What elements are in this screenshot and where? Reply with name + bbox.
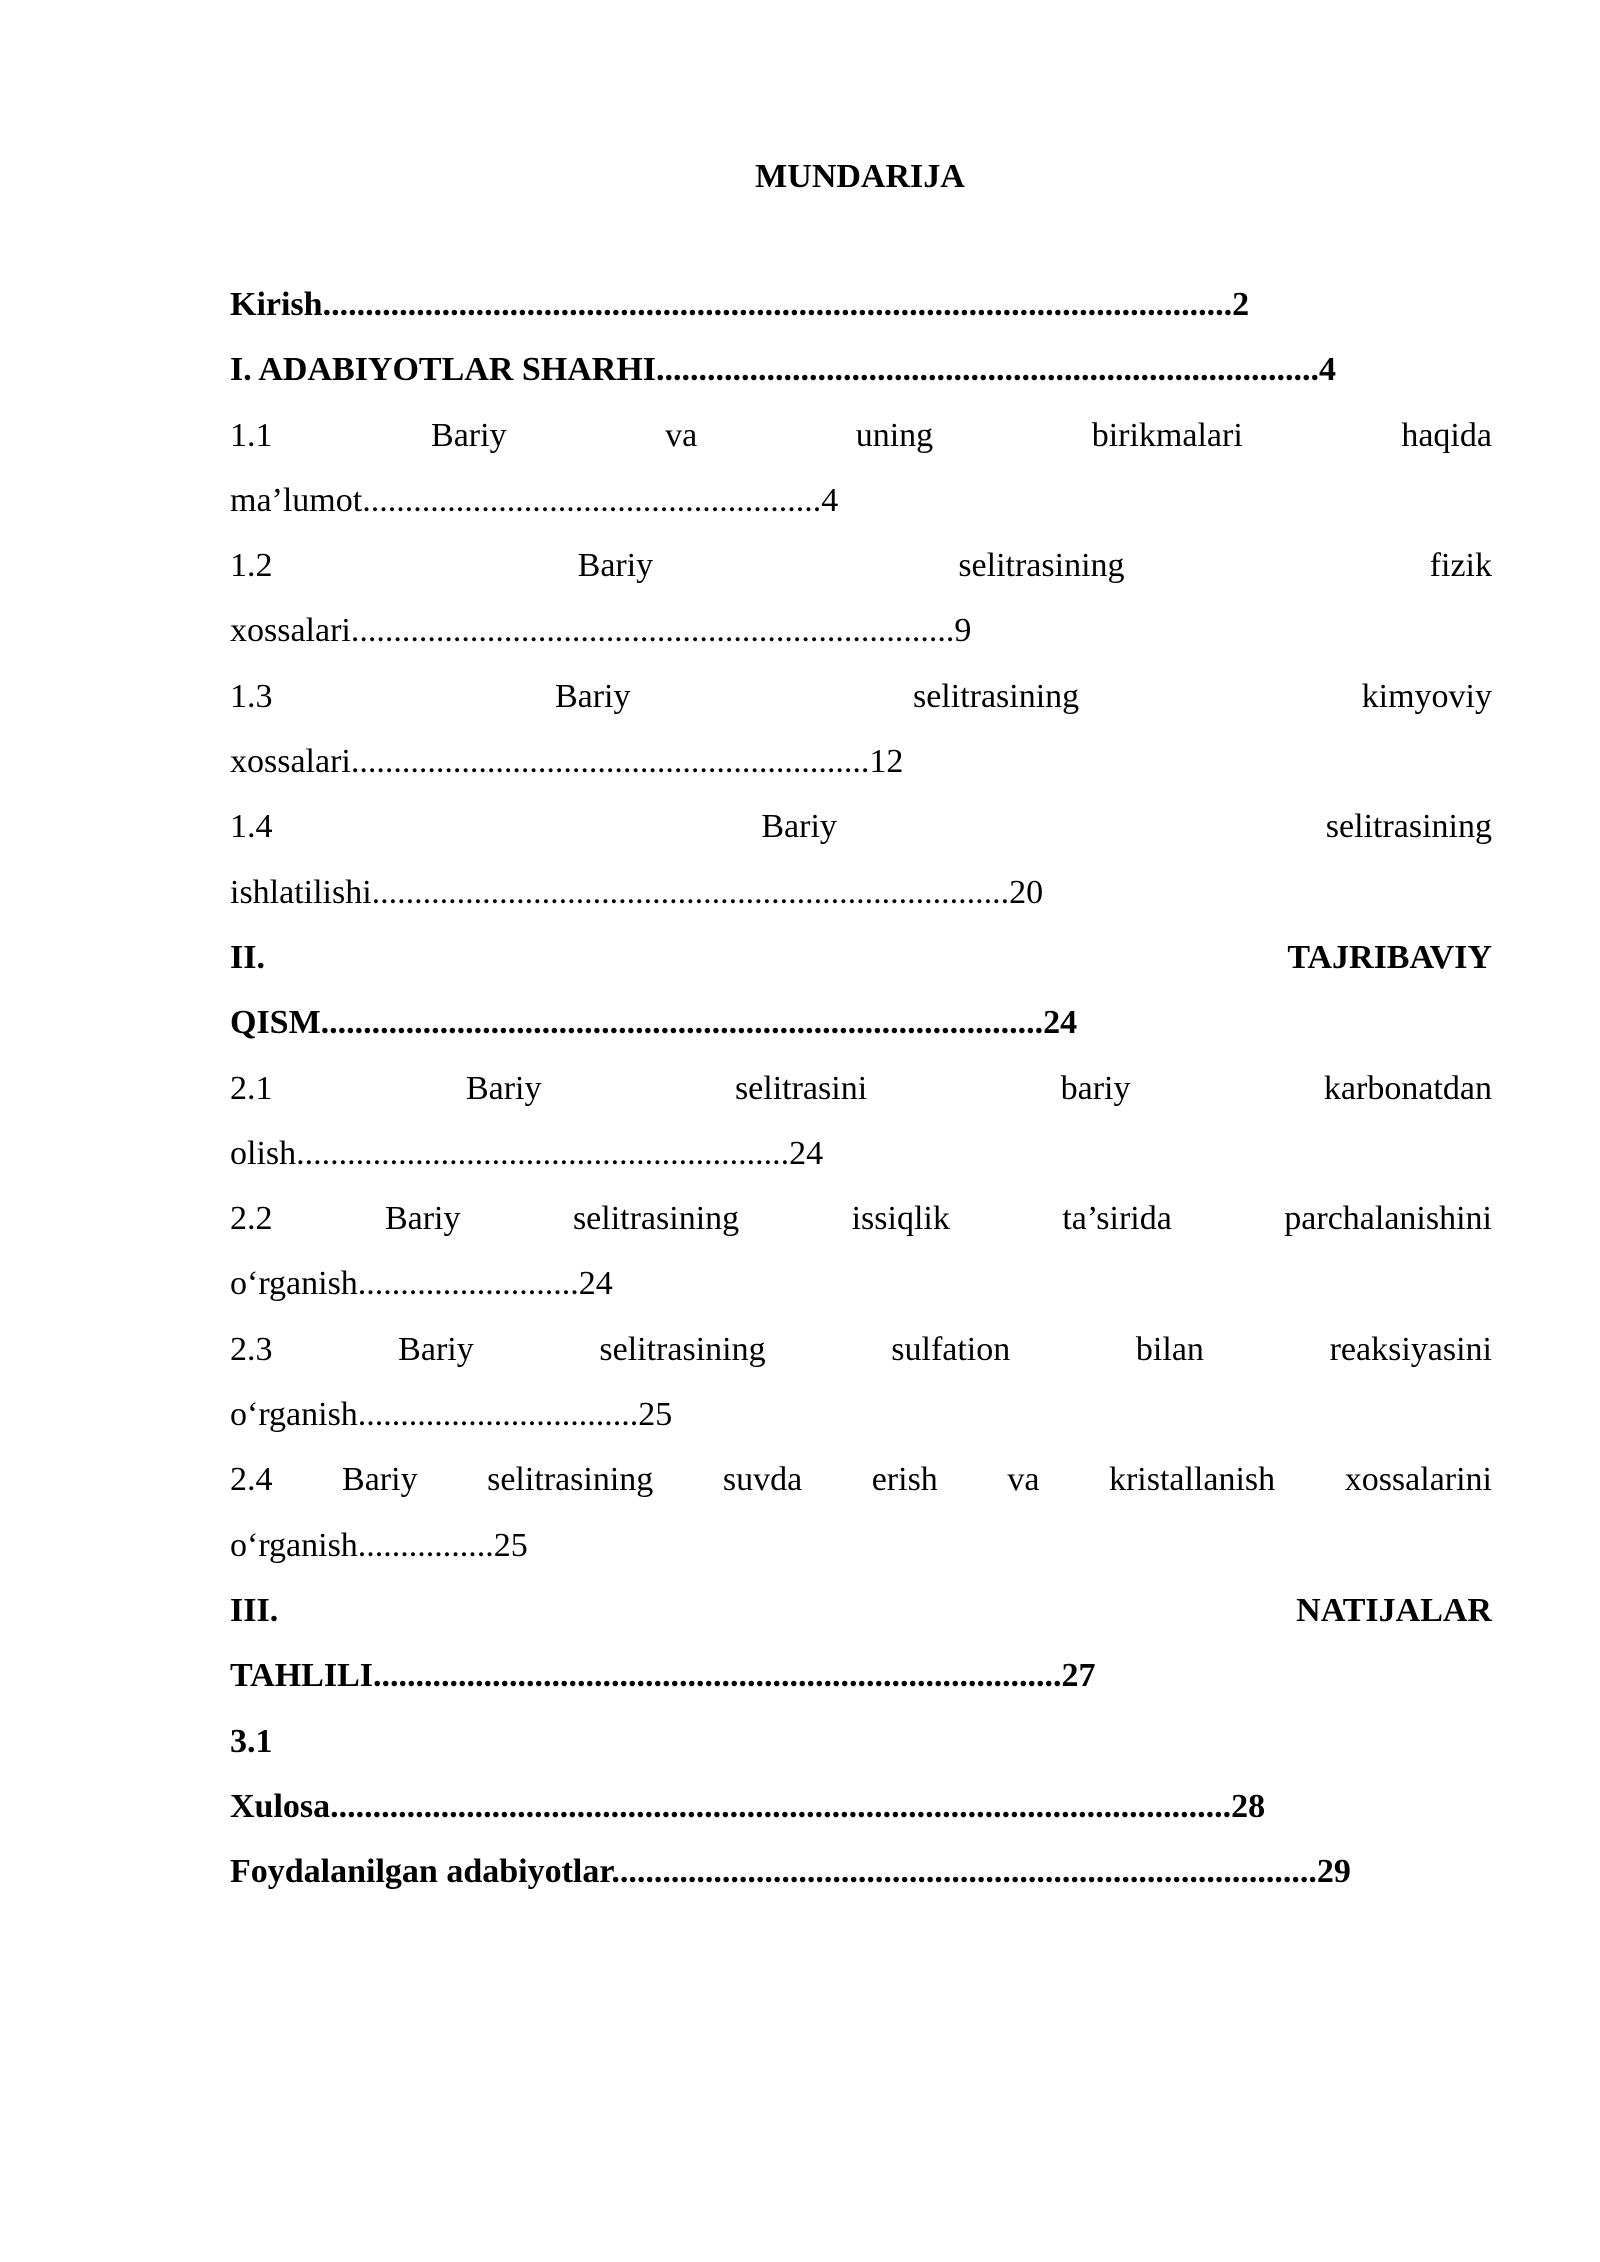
toc-word: Bariy [554, 677, 631, 715]
toc-entry-3-1: 3.1 [230, 1722, 273, 1760]
toc-word: 2.4 [230, 1461, 273, 1499]
toc-word: selitrasining [572, 1200, 740, 1238]
toc-word: suvda [722, 1461, 803, 1499]
toc-word: Bariy [384, 1200, 461, 1238]
toc-entry-2-2-continuation: o‘rganish..........................24 [230, 1265, 613, 1303]
toc-word: haqida [1401, 416, 1492, 454]
toc-word: Bariy [398, 1330, 474, 1368]
toc-entry-kirish: Kirish...........................................................................................................2 [230, 286, 1250, 323]
toc-entry-1-2 [230, 541, 1492, 606]
toc-word: va [665, 416, 698, 454]
toc-word: 1.1 [230, 416, 273, 454]
toc-entry-chapter-3-continuation: TAHLILI.................................................................................27 [230, 1657, 1096, 1695]
toc-word: bariy [1060, 1069, 1131, 1107]
toc-word: 1.2 [230, 547, 273, 585]
toc-word: selitrasining [912, 677, 1080, 715]
toc-word: II. [230, 938, 265, 976]
toc-word: III. [230, 1591, 279, 1629]
toc-entry-xulosa: Xulosa..........................................................................................................28 [230, 1787, 1266, 1825]
toc-entry-2-3-continuation: o‘rganish.................................25 [230, 1396, 673, 1434]
toc-entry-chapter-2-continuation: QISM.....................................................................................24 [230, 1004, 1078, 1042]
toc-entry-1-2-continuation: xossalari.......................................................................9 [230, 612, 972, 650]
toc-word: selitrasini [734, 1069, 868, 1107]
toc-entry-references: Foydalanilgan adabiyotlar...................................................................................29 [230, 1853, 1351, 1891]
toc-word: erish [871, 1461, 938, 1499]
toc-word: issiqlik [851, 1200, 950, 1238]
toc-entry-2-3 [230, 1325, 1492, 1390]
toc-word: 2.3 [230, 1330, 273, 1368]
toc-word: ta’sirida [1062, 1200, 1172, 1238]
toc-word: parchalanishini [1284, 1200, 1492, 1238]
toc-word: fizik [1429, 547, 1492, 585]
toc-word: kimyoviy [1361, 677, 1492, 715]
toc-entry-1-3 [230, 672, 1492, 737]
toc-entry-1-1 [230, 411, 1492, 476]
toc-word: Bariy [342, 1461, 418, 1499]
toc-word: selitrasining [1325, 808, 1492, 846]
toc-entry-1-4 [230, 802, 1492, 867]
page-title: MUNDARIJA [755, 158, 965, 195]
toc-word: birikmalari [1091, 416, 1243, 454]
toc-entry-2-4 [230, 1455, 1492, 1520]
toc-entry-1-3-continuation: xossalari.............................................................12 [230, 743, 904, 781]
toc-word: Bariy [431, 416, 507, 454]
toc-word: selitrasining [599, 1330, 766, 1368]
table-of-contents [230, 280, 1492, 1912]
toc-word: selitrasining [487, 1461, 654, 1499]
toc-word: Bariy [577, 547, 654, 585]
toc-entry-1-4-continuation: ishlatilishi...........................................................................20 [230, 873, 1044, 911]
toc-word: 2.1 [230, 1069, 273, 1107]
toc-word: karbonatdan [1323, 1069, 1492, 1107]
toc-word: reaksiyasini [1329, 1330, 1492, 1368]
toc-word: TAJRIBAVIY [1287, 938, 1492, 976]
toc-word: sulfation [891, 1330, 1011, 1368]
toc-word: 2.2 [230, 1200, 273, 1238]
toc-word: selitrasining [958, 547, 1125, 585]
toc-word: Bariy [761, 808, 837, 846]
toc-word: 1.3 [230, 677, 273, 715]
toc-word: xossalarini [1344, 1461, 1492, 1499]
toc-word: 1.4 [230, 808, 273, 846]
toc-entry-chapter-1: I. ADABIYOTLAR SHARHI..............................................................................4 [230, 351, 1337, 389]
toc-word: NATIJALAR [1296, 1591, 1492, 1629]
toc-entry-2-1-continuation: olish..........................................................24 [230, 1134, 824, 1172]
toc-word: uning [855, 416, 934, 454]
toc-word: va [1007, 1461, 1040, 1499]
toc-word: kristallanish [1108, 1461, 1276, 1499]
toc-entry-chapter-2 [230, 933, 1492, 998]
toc-entry-2-4-continuation: o‘rganish................25 [230, 1526, 528, 1564]
toc-entry-chapter-3 [230, 1586, 1492, 1651]
toc-entry-2-2 [230, 1194, 1492, 1259]
toc-word: bilan [1135, 1330, 1204, 1368]
toc-entry-2-1 [230, 1064, 1492, 1129]
toc-word: Bariy [465, 1069, 542, 1107]
toc-entry-1-1-continuation: ma’lumot......................................................4 [230, 481, 839, 519]
